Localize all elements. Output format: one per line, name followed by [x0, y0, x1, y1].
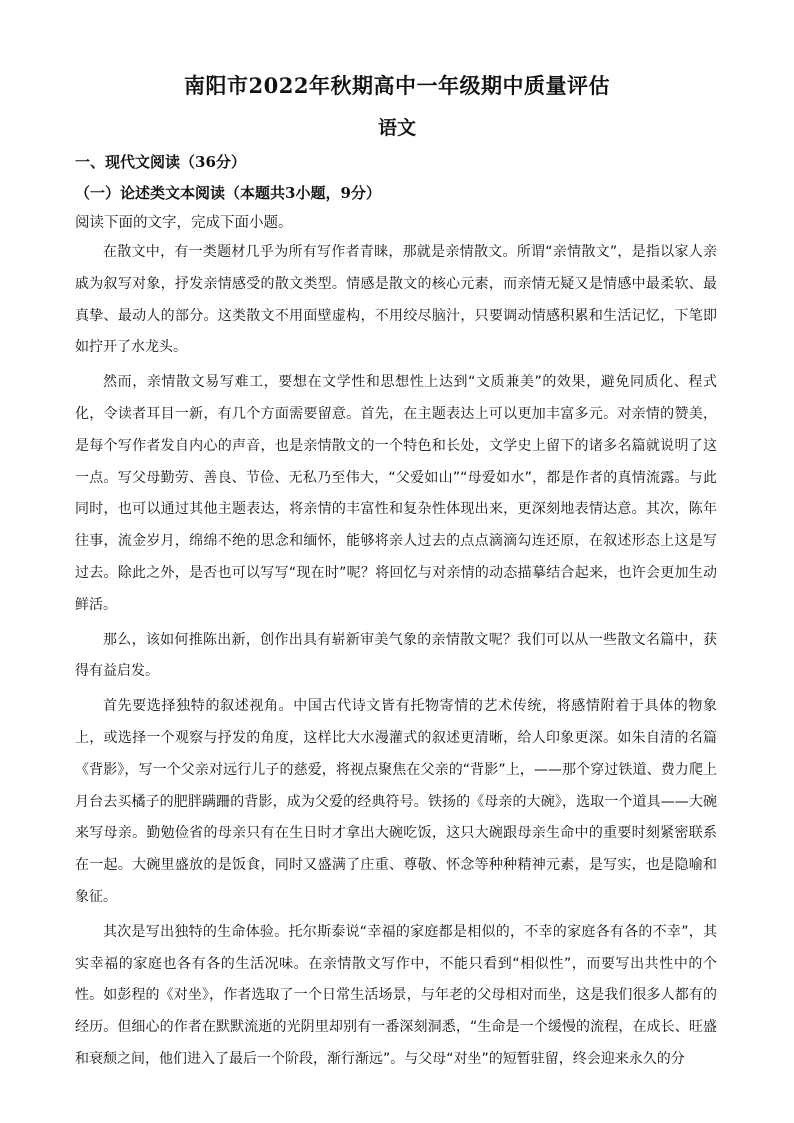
subsection-heading: （一）论述类文本阅读（本题共3小题，9分）	[75, 184, 381, 202]
paragraph: 首先要选择独特的叙述视角。中国古代诗文皆有托物寄情的艺术传统，将感情附着于具体的物象上，或选择一个观察与抒发的角度，这样比大水漫灌式的叙述更清晰，给人印象更深。如朱自清的名篇《背影》，写一个父亲对远行儿子的慈爱，将视点聚焦在父亲的“背影”上，——那个穿过铁道、费力爬上月台去买橘子的肥胖蹒跚的背影，成为父爱的经典符号。铁扬的《母亲的大碗》，选取一个道具——大碗来写母亲。勤勉俭省的母亲只有在生日时才拿出大碗吃饭，这只大碗跟母亲生命中的重要时刻紧密联系在一起。大碗里盛放的是饭食，同时又盛满了庄重、尊敬、怀念等种种精神元素，是写实，也是隐喻和象征。	[75, 698, 717, 905]
paragraph: 在散文中，有一类题材几乎为所有写作者青睐，那就是亲情散文。所谓“亲情散文”，是指以家人亲戚为叙写对象，抒发亲情感受的散文类型。情感是散文的核心元素，而亲情无疑又是情感中最柔软、最真挚、最动人的部分。这类散文不用面壁虚构，不用绞尽脑汁，只要调动情感积累和生活记忆，下笔即如拧开了水龙头。	[75, 244, 717, 356]
paragraph: 那么，该如何推陈出新，创作出具有崭新审美气象的亲情散文呢？我们可以从一些散文名篇中，获得有益启发。	[75, 631, 717, 680]
paragraph: 然而，亲情散文易写难工，要想在文学性和思想性上达到“文质兼美”的效果，避免同质化、程式化，令读者耳目一新，有几个方面需要留意。首先，在主题表达上可以更加丰富多元。对亲情的赞美，是每个写作者发自内心的声音，也是亲情散文的一个特色和长处，文学史上留下的诸多名篇就说明了这一点。写父母勤劳、善良、节俭、无私乃至伟大，“父爱如山”“母爱如水”，都是作者的真情流露。与此同时，也可以通过其他主题表达，将亲情的丰富性和复杂性体现出来，更深刻地表情达意。其次，陈年往事，流金岁月，绵绵不绝的思念和缅怀，能够将亲人过去的点点滴滴勾连还原，在叙述形态上这是写过去。除此之外，是否也可以写写“现在时”呢？将回忆与对亲情的动态描摹结合起来，也许会更加生动鲜活。	[75, 374, 717, 613]
subject-heading: 语文	[377, 117, 416, 139]
paragraph: 其次是写出独特的生命体验。托尔斯泰说“幸福的家庭都是相似的，不幸的家庭各有各的不幸”，其实幸福的家庭也各有各的生活况味。在亲情散文写作中，不能只看到“相似性”，而要写出共性中的个性。如彭程的《对坐》，作者选取了一个日常生活场景，与年老的父母相对而坐，这是我们很多人都有的经历。但细心的作者在默默流逝的光阴里却别有一番深刻洞悉，“生命是一个缓慢的流程，在成长、旺盛和衰颓之间，他们进入了最后一个阶段，渐行渐远”。与父母“对坐”的短暂驻留，终会迎来永久的分	[75, 923, 717, 1067]
passage-body	[75, 237, 717, 1076]
exam-title: 南阳市2022年秋期高中一年级期中质量评估	[184, 73, 610, 98]
reading-instruction: 阅读下面的文字，完成下面小题。	[75, 215, 293, 231]
section-heading: 一、现代文阅读（36分）	[75, 153, 246, 171]
